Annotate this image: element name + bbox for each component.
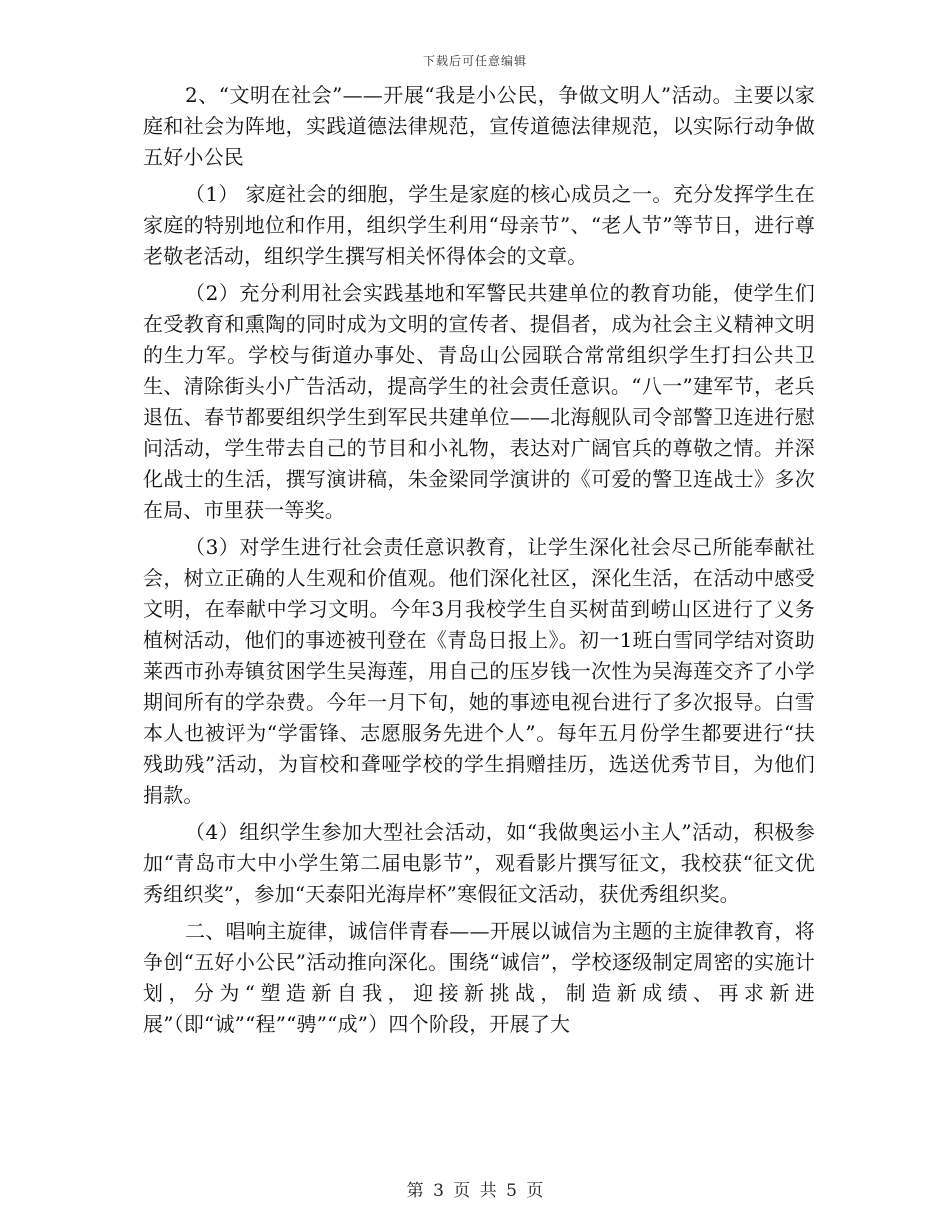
- paragraph-section-two-integrity: 二、唱响主旋律，诚信伴青春——开展以诚信为主题的主旋律教育，将争创“五好小公民”活动推向深化。围绕“诚信”，学校逐级制定周密的实施计划，分为“塑造新自我，迎接新挑战，制造新成绩、再求新进展”（即“诚”“程”“骋”“成”）四个阶段，开展了大: [143, 919, 815, 1036]
- paragraph-item-1-family: （1） 家庭社会的细胞，学生是家庭的核心成员之一。充分发挥学生在家庭的特别地位和作用，组织学生利用“母亲节”、“老人节”等节日，进行尊老敬老活动，组织学生撰写相关怀得体会的文章。: [143, 182, 815, 268]
- paragraph-civilization-in-society: 2、“文明在社会”——开展“我是小公民，争做文明人”活动。主要以家庭和社会为阵地，实践道德法律规范，宣传道德法律规范，以实际行动争做五好小公民: [143, 83, 815, 169]
- page-header: 下载后可任意编辑: [422, 54, 527, 68]
- paragraph-item-3-social-responsibility: （3）对学生进行社会责任意识教育，让学生深化社会尽己所能奉献社会，树立正确的人生观和价值观。他们深化社区，深化生活，在活动中感受文明，在奉献中学习文明。今年3月我校学生自买树苗到崂山区进行了义务植树活动，他们的事迹被刊登在《青岛日报上》。初一1班白雪同学结对资助莱西市孙寿镇贫困学生吴海莲，用自己的压岁钱一次性为吴海莲交齐了小学期间所有的学杂费。今年一月下旬，她的事迹电视台进行了多次报导。白雪本人也被评为“学雷锋、志愿服务先进个人”。每年五月份学生都要进行“扶残助残”活动，为盲校和聋哑学校的学生捐赠挂历，选送优秀节目，为他们捐款。: [143, 535, 815, 807]
- page-footer: 第 3 页 共 5 页: [406, 1181, 544, 1201]
- document-body: [143, 80, 815, 1040]
- paragraph-item-4-large-activities: （4）组织学生参加大型社会活动，如“我做奥运小主人”活动，积极参加“青岛市大中小学生第二届电影节”，观看影片撰写征文，我校获“征文优秀组织奖”，参加“天泰阳光海岸杯”寒假征文活动，获优秀组织奖。: [143, 820, 815, 906]
- paragraph-item-2-social-practice: （2）充分利用社会实践基地和军警民共建单位的教育功能，使学生们在受教育和熏陶的同时成为文明的宣传者、提倡者，成为社会主义精神文明的生力军。学校与街道办事处、青岛山公园联合常常组织学生打扫公共卫生、清除街头小广告活动，提高学生的社会责任意识。“八一”建军节，老兵退伍、春节都要组织学生到军民共建单位——北海舰队司令部警卫连进行慰问活动，学生带去自己的节目和小礼物，表达对广阔官兵的尊敬之情。并深化战士的生活，撰写演讲稿，朱金梁同学演讲的《可爱的警卫连战士》多次在局、市里获一等奖。: [143, 281, 815, 522]
